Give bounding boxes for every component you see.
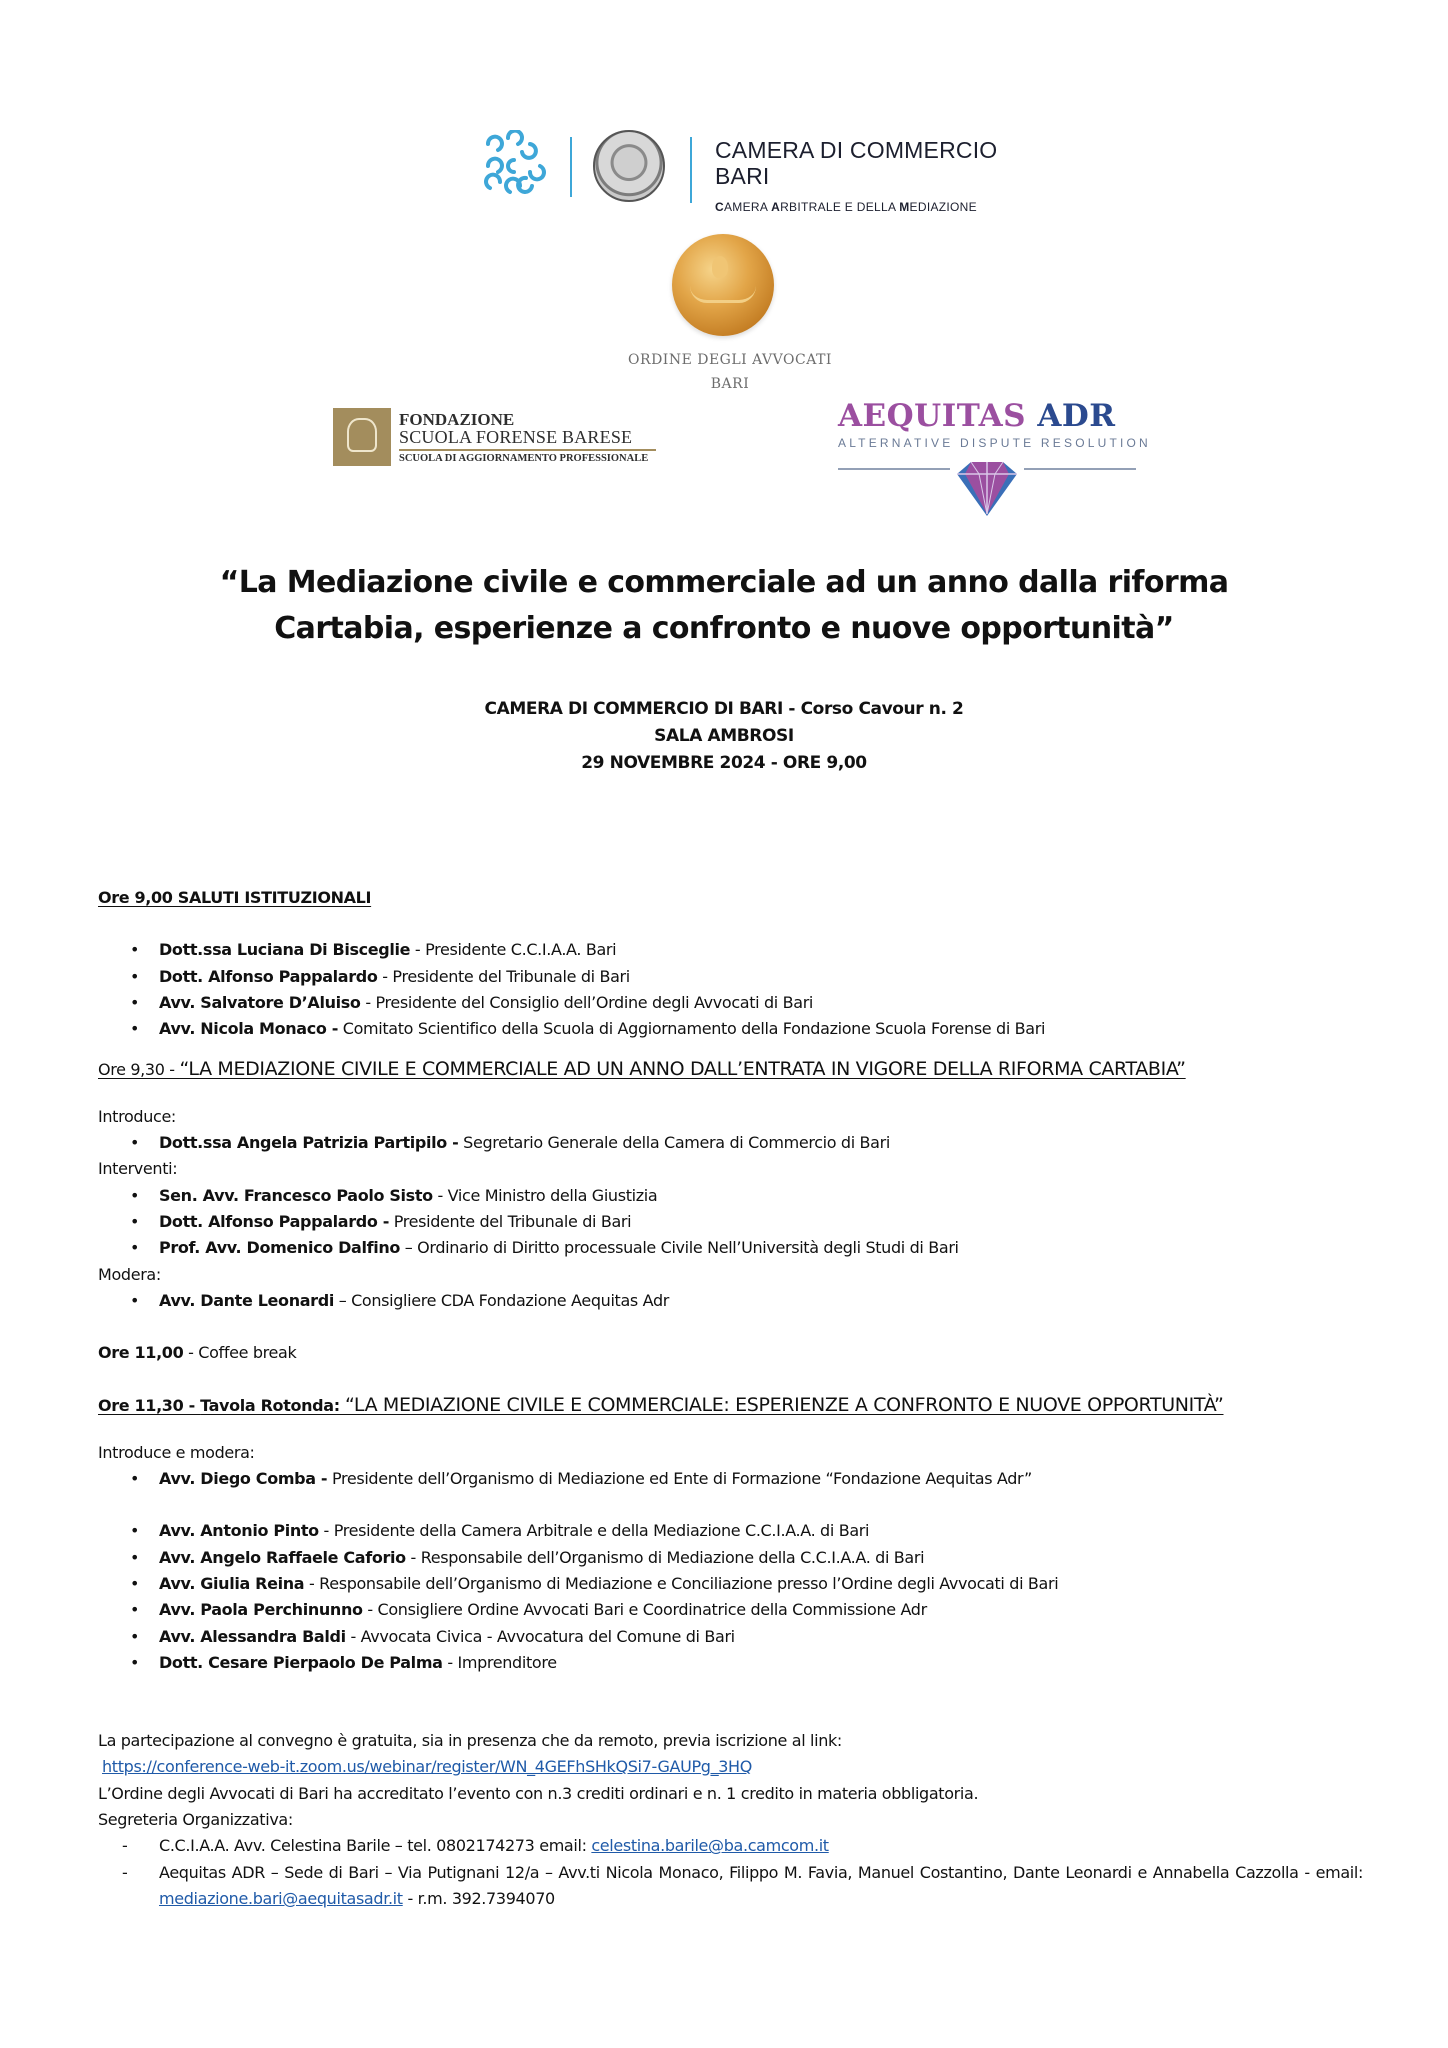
section-title: “LA MEDIAZIONE CIVILE E COMMERCIALE AD UN ANNO DALL’ENTRATA IN VIGORE DELLA RIFORMA CARTABIA” [179,1058,1186,1081]
program [98,885,1378,1912]
camera-commercio-name [715,137,997,189]
footer-info [98,1728,1363,1912]
scuola-forense-emblem-icon [333,408,391,466]
speaker-name: Avv. Salvatore D’Aluiso [159,992,361,1012]
introduce-modera-label: Introduce e modera: [98,1442,255,1462]
secretariat-label: Segreteria Organizzativa: [98,1810,293,1830]
speaker-name: Avv. Diego Comba - [159,1469,328,1489]
camera-arbitrale-subtitle [715,200,977,214]
list-item [98,1183,1378,1209]
aequitas-wordmark [838,398,1116,434]
venue-date-time: 29 NOVEMBRE 2024 - ORE 9,00 [581,753,867,773]
oda-line2: BARI [710,376,750,392]
adr-word: ADR [1037,398,1116,434]
coin-figure [712,256,728,278]
sub-text: RBITRALE E DELLA [780,200,900,214]
event-title [0,560,1448,652]
speaker-name: Avv. Giulia Reina [159,1573,305,1593]
speaker-name: Dott. Cesare Pierpaolo De Palma [159,1652,443,1672]
sub-text: AMERA [723,200,772,214]
speaker-role: - Presidente del Consiglio dell’Ordine degli Avvocati di Bari [360,992,814,1012]
list-item [98,1209,1378,1235]
contact-email-link[interactable]: celestina.barile@ba.camcom.it [591,1836,829,1856]
section-heading-1130 [98,1392,1378,1419]
list-item [98,1518,1378,1544]
sub-initial: M [899,200,910,214]
contact-email-link[interactable]: mediazione.bari@aequitasadr.it [159,1888,403,1908]
speaker-name: Dott.ssa Angela Patrizia Partipilo - [159,1133,459,1153]
list-item [98,1016,1378,1042]
list-item [98,1545,1378,1571]
list-item [98,1571,1378,1597]
registration-link[interactable]: https://conference-web-it.zoom.us/webinar/register/WN_4GEFhSHkQSi7-GAUPg_3HQ [102,1757,752,1777]
section-heading-930 [98,1056,1378,1083]
speaker-name: Dott. Alfonso Pappalardo [159,966,378,986]
bari-seal-icon [593,130,665,202]
aequitas-adr-logo [834,398,1154,518]
sub-initial: A [771,200,781,214]
event-title-line2: Cartabia, esperienze a confronto e nuove opportunità” [274,611,1174,646]
speaker-name: Avv. Nicola Monaco - [159,1019,339,1039]
aequitas-word: AEQUITAS [838,398,1027,434]
list-item [98,1597,1378,1623]
contact-text: Aequitas ADR – Sede di Bari – Via Putignani 12/a – Avv.ti Nicola Monaco, Filippo M. Favia, Manuel Costantino, Dante Leonardi e Annabella Cazzolla - email: [159,1862,1363,1882]
venue-address: CAMERA DI COMMERCIO DI BARI - Corso Cavour n. 2 [484,699,964,719]
sfb-line2: SCUOLA FORENSE BARESE [399,427,633,447]
speaker-role: - Presidente C.C.I.A.A. Bari [410,940,617,960]
logo-divider [570,137,572,197]
speaker-name: Avv. Angelo Raffaele Caforio [159,1547,406,1567]
aequitas-rule-right [1024,468,1136,470]
speaker-role: - Imprenditore [442,1652,557,1672]
speaker-name: Avv. Dante Leonardi [159,1290,334,1310]
oda-line1: ORDINE DEGLI AVVOCATI [628,352,832,368]
credits-note: L’Ordine degli Avvocati di Bari ha accreditato l’evento con n.3 crediti ordinari e n. 1 credito in materia obbligatoria. [98,1783,979,1803]
speaker-name: Avv. Antonio Pinto [159,1521,319,1541]
speaker-role: – Ordinario di Diritto processuale Civile Nell’Università degli Studi di Bari [400,1238,959,1258]
section-kind: Tavola Rotonda: [200,1396,345,1416]
break-time: Ore 11,00 [98,1343,184,1363]
speaker-role: - Vice Ministro della Giustizia [432,1185,658,1205]
list-item [98,1466,1378,1492]
contact-item [98,1860,1363,1913]
speaker-name: Dott.ssa Luciana Di Bisceglie [159,940,411,960]
speaker-role: – Consigliere CDA Fondazione Aequitas Adr [333,1290,669,1310]
saluti-list [98,937,1378,1042]
sfb-line1: FONDAZIONE [399,410,515,429]
sub-text: EDIAZIONE [909,200,977,214]
section-time: Ore 11,30 - [98,1396,201,1416]
break-label: - Coffee break [183,1343,297,1363]
sub-initial: C [715,200,724,214]
aequitas-rule-left [838,468,950,470]
participation-note: La partecipazione al convegno è gratuita, sia in presenza che da remoto, previa iscrizione al link: [98,1731,842,1751]
section-title: “LA MEDIAZIONE CIVILE E COMMERCIALE: ESPERIENZE A CONFRONTO E NUOVE OPPORTUNITÀ” [345,1394,1224,1417]
speaker-role: - Avvocata Civica - Avvocatura del Comune di Bari [345,1626,735,1646]
cc-title-line2: BARI [715,163,770,189]
list-item [98,1235,1378,1261]
speaker-role: - Presidente della Camera Arbitrale e della Mediazione C.C.I.A.A. di Bari [318,1521,870,1541]
logo-divider [690,137,692,203]
sfb-line3: SCUOLA DI AGGIORNAMENTO PROFESSIONALE [399,453,649,464]
panel-list [98,1518,1378,1676]
coin-boat [690,286,756,303]
modera-label: Modera: [98,1264,161,1284]
list-item [98,990,1378,1016]
coffee-break [98,1340,1378,1366]
speaker-role: - Responsabile dell’Organismo di Mediazione della C.C.I.A.A. di Bari [405,1547,925,1567]
section-heading-saluti: Ore 9,00 SALUTI ISTITUZIONALI [98,888,372,907]
speaker-role: Presidente dell’Organismo di Mediazione ed Ente di Formazione “Fondazione Aequitas Adr” [327,1469,1032,1489]
contact-phone: - r.m. 392.7394070 [402,1888,555,1908]
introduce-label: Introduce: [98,1106,176,1126]
contact-text: C.C.I.A.A. Avv. Celestina Barile – tel. 0802174273 email: [159,1836,592,1856]
speaker-role: Comitato Scientifico della Scuola di Aggiornamento della Fondazione Scuola Forense di Bari [338,1019,1046,1039]
venue-room: SALA AMBROSI [654,726,794,746]
event-venue [0,696,1448,777]
scuola-forense-logo [333,408,663,470]
speaker-name: Prof. Avv. Domenico Dalfino [159,1238,401,1258]
list-item [98,1130,1378,1156]
ordine-avvocati-coin-icon [672,234,774,336]
aequitas-subtitle: ALTERNATIVE DISPUTE RESOLUTION [838,436,1151,450]
camera-commercio-knot-icon [478,130,550,202]
list-item [98,1288,1378,1314]
list-item [98,1650,1378,1676]
event-title-line1: “La Mediazione civile e commerciale ad un anno dalla riforma [219,565,1229,600]
speaker-name: Sen. Avv. Francesco Paolo Sisto [159,1185,433,1205]
list-item [98,964,1378,990]
interventi-label: Interventi: [98,1159,178,1179]
contact-item [98,1833,1363,1859]
speaker-name: Avv. Alessandra Baldi [159,1626,346,1646]
list-item [98,1624,1378,1650]
cc-title-line1: CAMERA DI COMMERCIO [715,137,998,163]
speaker-name: Dott. Alfonso Pappalardo - [159,1211,390,1231]
section-time: Ore 9,30 - [98,1060,180,1080]
ordine-avvocati-name [600,348,860,396]
speaker-role: Segretario Generale della Camera di Commercio di Bari [458,1133,890,1153]
speaker-role: - Consigliere Ordine Avvocati Bari e Coordinatrice della Commissione Adr [362,1600,927,1620]
speaker-role: - Presidente del Tribunale di Bari [377,966,630,986]
speaker-name: Avv. Paola Perchinunno [159,1600,363,1620]
diamond-icon [957,460,1017,518]
sfb-rule [399,449,656,451]
speaker-role: - Responsabile dell’Organismo di Mediazione e Conciliazione presso l’Ordine degli Avvocati di Bari [304,1573,1059,1593]
speaker-role: Presidente del Tribunale di Bari [389,1211,632,1231]
camera-commercio-logo [478,125,1018,225]
list-item [98,937,1378,963]
